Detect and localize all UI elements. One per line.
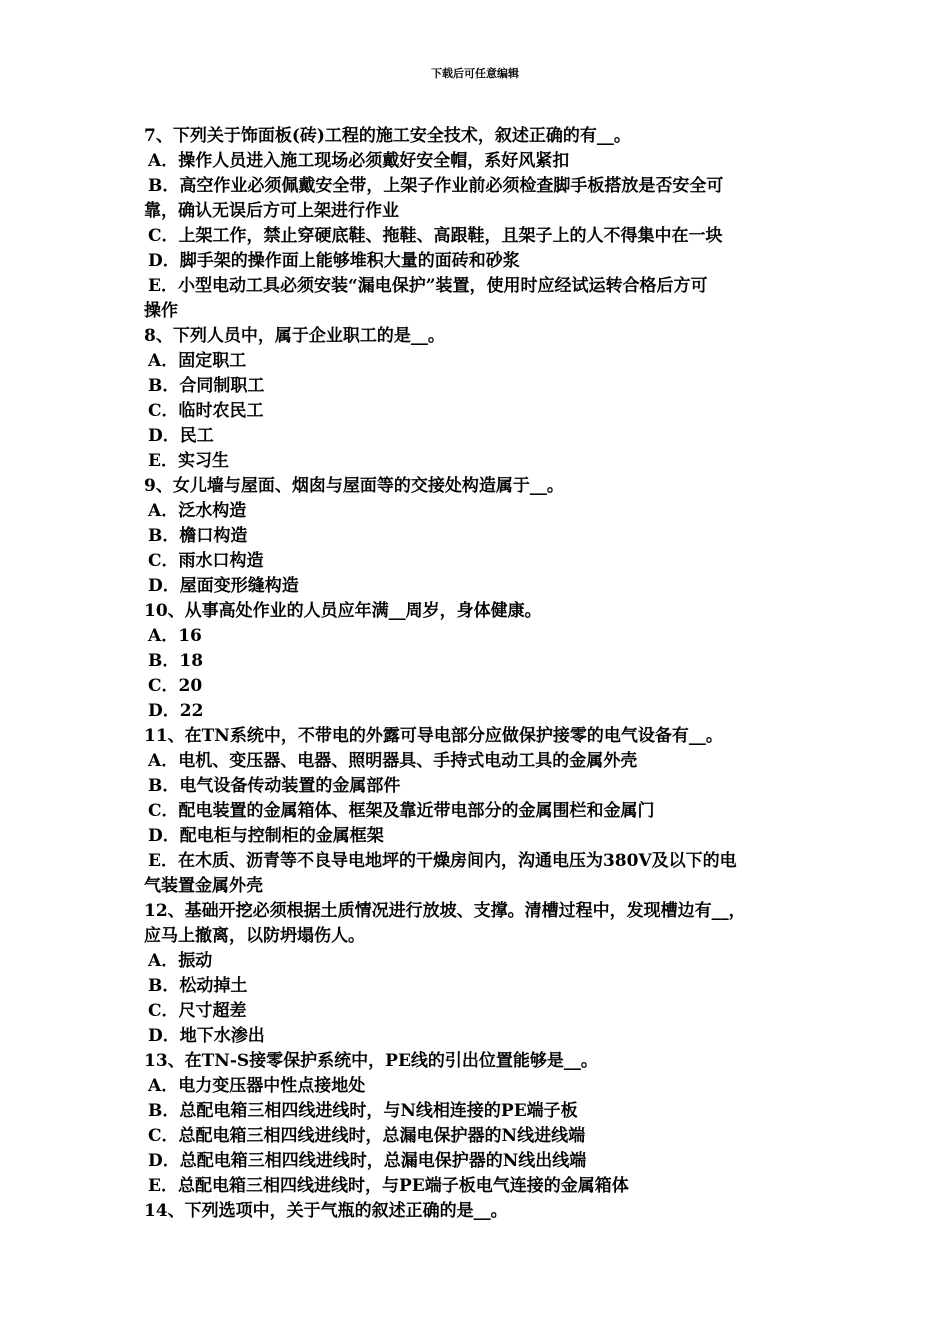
option-text: D．22 xyxy=(148,701,204,721)
option-text: D．屋面变形缝构造 xyxy=(148,576,299,596)
option-text: E．在木质、沥青等不良导电地坪的干燥房间内，沟通电压为380V及以下的电 xyxy=(148,851,737,871)
option-text: C．临时农民工 xyxy=(148,401,264,421)
option-text: B．18 xyxy=(148,651,204,671)
document-body xyxy=(144,124,834,1224)
option-text: A．操作人员进入施工现场必须戴好安全帽，系好风紧扣 xyxy=(148,151,570,171)
option-text: B．松动掉土 xyxy=(148,976,248,996)
option-text: D．地下水渗出 xyxy=(148,1026,265,1046)
question-text: 10、从事高处作业的人员应年满__周岁，身体健康。 xyxy=(144,601,542,621)
option-text: A．泛水构造 xyxy=(148,501,247,521)
question-text: 9、女儿墙与屋面、烟囱与屋面等的交接处构造属于__。 xyxy=(144,476,564,496)
option-text: A．振动 xyxy=(148,951,213,971)
option-text: A．电机、变压器、电器、照明器具、手持式电动工具的金属外壳 xyxy=(148,751,638,771)
option-text: B．总配电箱三相四线进线时，与N线相连接的PE端子板 xyxy=(148,1101,578,1121)
option-text: B．合同制职工 xyxy=(148,376,265,396)
option-text: A．16 xyxy=(148,626,202,646)
option-text: C．尺寸超差 xyxy=(148,1001,247,1021)
option-text: E．小型电动工具必须安装“漏电保护”装置，使用时应经试运转合格后方可 xyxy=(148,276,708,296)
question-text: 8、下列人员中，属于企业职工的是__。 xyxy=(144,326,445,346)
option-text: D．配电柜与控制柜的金属框架 xyxy=(148,826,384,846)
question-text: 12、基础开挖必须根据土质情况进行放坡、支撑。清槽过程中，发现槽边有__， xyxy=(144,901,746,921)
page-header: 下载后可任意编辑 xyxy=(431,67,519,80)
option-text: C．总配电箱三相四线进线时，总漏电保护器的N线进线端 xyxy=(148,1126,586,1146)
option-text: D．总配电箱三相四线进线时，总漏电保护器的N线出线端 xyxy=(148,1151,587,1171)
question-text: 14、下列选项中，关于气瓶的叙述正确的是__。 xyxy=(144,1201,508,1221)
question-text: 7、下列关于饰面板(砖)工程的施工安全技术，叙述正确的有__。 xyxy=(144,126,631,146)
option-text: D．民工 xyxy=(148,426,214,446)
option-text: C．20 xyxy=(148,676,203,696)
option-text: B．电气设备传动装置的金属部件 xyxy=(148,776,401,796)
option-text: C．雨水口构造 xyxy=(148,551,264,571)
option-text: E．实习生 xyxy=(148,451,229,471)
continuation-text: 操作 xyxy=(144,301,178,321)
option-text: D．脚手架的操作面上能够堆积大量的面砖和砂浆 xyxy=(148,251,520,271)
option-text: C．上架工作，禁止穿硬底鞋、拖鞋、高跟鞋，且架子上的人不得集中在一块 xyxy=(148,226,723,246)
option-text: C．配电装置的金属箱体、框架及靠近带电部分的金属围栏和金属门 xyxy=(148,801,655,821)
option-text: A．电力变压器中性点接地处 xyxy=(148,1076,366,1096)
continuation-text: 应马上撤离，以防坍塌伤人。 xyxy=(144,926,365,946)
continuation-text: 气装置金属外壳 xyxy=(144,876,263,896)
option-text: A．固定职工 xyxy=(148,351,247,371)
option-text: B．高空作业必须佩戴安全带，上架子作业前必须检查脚手板搭放是否安全可 xyxy=(148,176,724,196)
question-text: 11、在TN系统中，不带电的外露可导电部分应做保护接零的电气设备有__。 xyxy=(144,726,723,746)
continuation-text: 靠，确认无误后方可上架进行作业 xyxy=(144,201,399,221)
option-text: B．檐口构造 xyxy=(148,526,248,546)
question-text: 13、在TN-S接零保护系统中，PE线的引出位置能够是__。 xyxy=(144,1051,598,1071)
option-text: E．总配电箱三相四线进线时，与PE端子板电气连接的金属箱体 xyxy=(148,1176,629,1196)
